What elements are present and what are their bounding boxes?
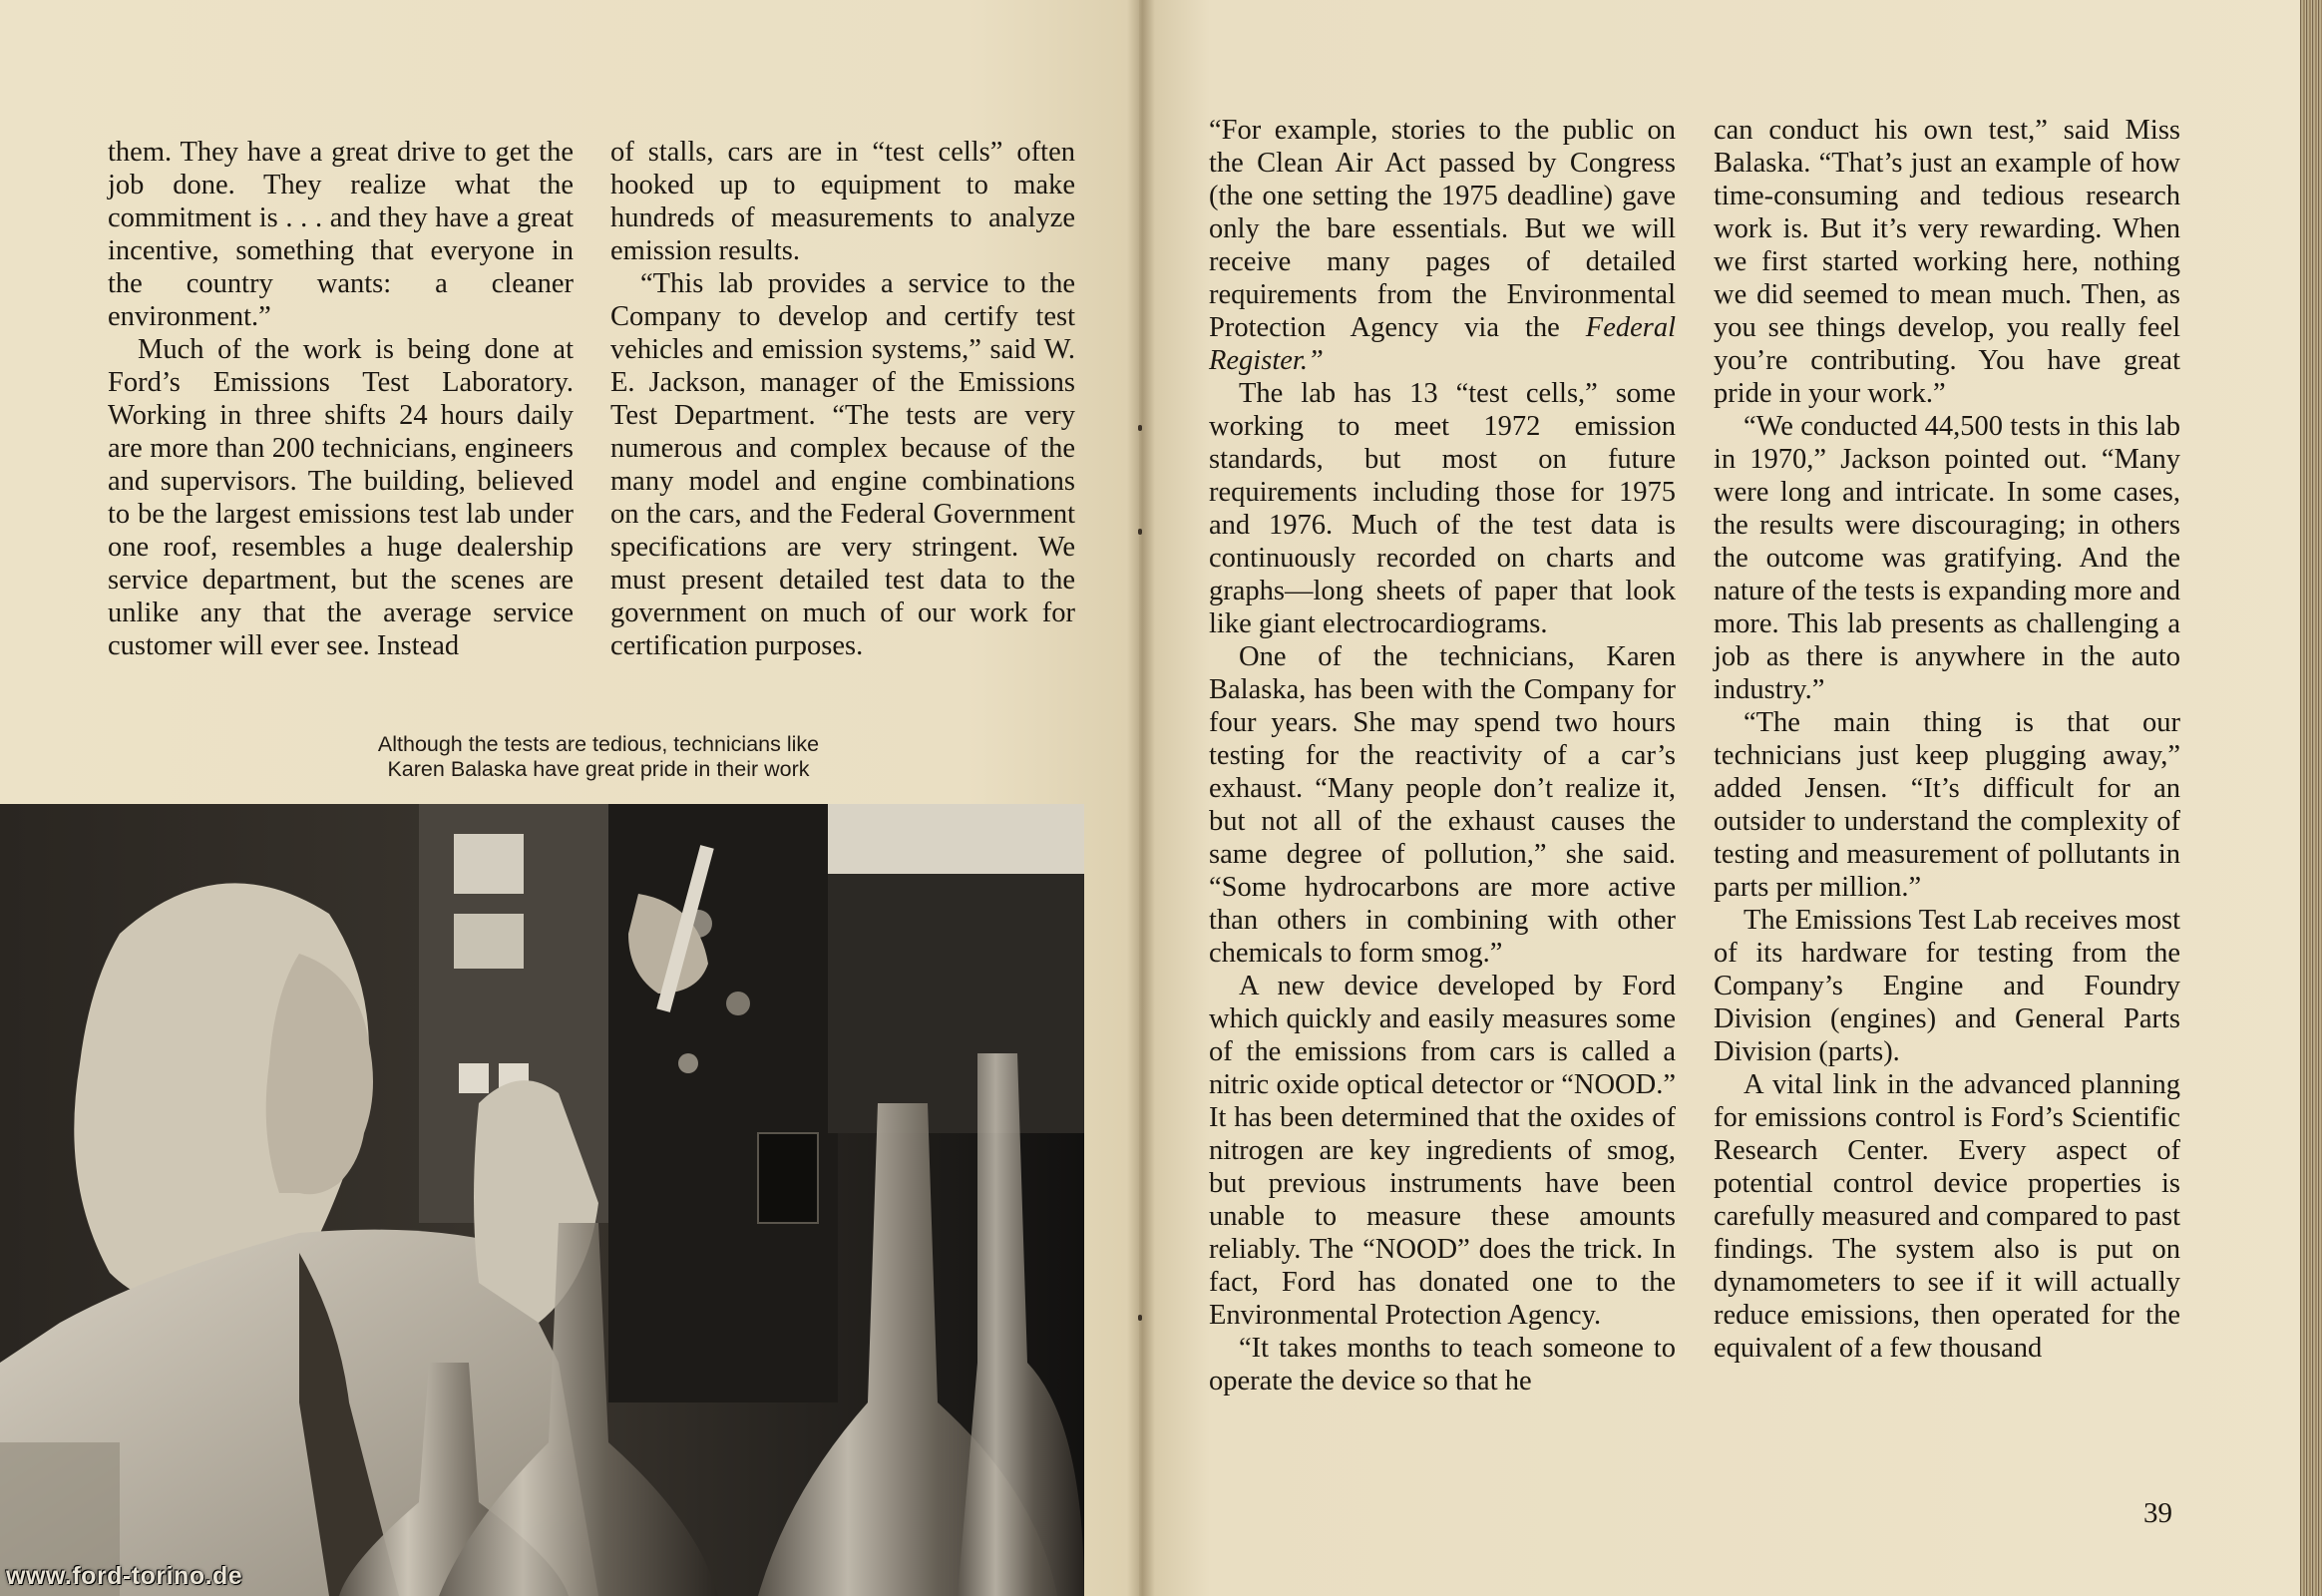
right-column-1: [1209, 114, 1676, 1397]
paragraph: Much of the work is being done at Ford’s Emissions Test Laboratory. Working in three shifts 24 hours daily are more than 200 technicians, engineers and supervisors. The building, believed to be the largest emissions test lab under one roof, resembles a huge dealership service department, but the scenes are unlike any that the average service customer will ever see. Instead: [108, 334, 574, 661]
paragraph: A new device developed by Ford which quickly and easily measures some of the emissions from cars is called a nitric oxide optical detector or “NOOD.” It has been determined that the oxides of nitrogen are key ingredients of smog, but previous instruments have been unable to measure these amounts reliably. The “NOOD” does the trick. In fact, Ford has donated one to the Environmental Protection Agency.: [1209, 971, 1676, 1331]
paragraph: A vital link in the advanced planning for emissions control is Ford’s Scientific Research Center. Every aspect of potential control device properties is carefully measured and compared to past findings. The system also is put on dynamometers to see if it will actually reduce emissions, then operated for the equivalent of a few thousand: [1714, 1069, 2180, 1364]
paragraph: The Emissions Test Lab receives most of its hardware for testing from the Company’s Engine and Foundry Division (engines) and General Parts Division (parts).: [1714, 905, 2180, 1067]
left-column-1: [108, 136, 574, 662]
paragraph-text: “For example, stories to the public on the Clean Air Act passed by Congress (the one setting the 1975 deadline) gave only the bare essentials. But we will receive many pages of detailed requirements from the Environmental Protection Agency via the: [1209, 115, 1676, 343]
paragraph: [1209, 114, 1676, 377]
photo-caption: [299, 732, 898, 782]
binding-mark: [1138, 425, 1142, 431]
paragraph: “It takes months to teach someone to operate the device so that he: [1209, 1333, 1676, 1396]
left-column-2: [610, 136, 1075, 662]
paragraph: can conduct his own test,” said Miss Balaska. “That’s just an example of how time-consuming and tedious research work is. But it’s very rewarding. When we first started working here, nothing we did seemed to mean much. Then, as you see things develop, you really feel you’re contributing. You have great pride in your work.”: [1714, 115, 2180, 409]
book-gutter: [1127, 0, 1155, 1596]
caption-line: Karen Balaska have great pride in their work: [387, 757, 810, 781]
caption-line: Although the tests are tedious, technicians like: [377, 732, 820, 756]
paragraph: “We conducted 44,500 tests in this lab in 1970,” Jackson pointed out. “Many were long and intricate. In some cases, the results were discouraging; in others the outcome was gratifying. And the nature of the tests is expanding more and more. This lab presents as challenging a job as there is anywhere in the auto industry.”: [1714, 411, 2180, 705]
right-column-2: [1714, 114, 2180, 1365]
paragraph: them. They have a great drive to get the job done. They realize what the commitment is . . . and they have a great incentive, something that everyone in the country wants: a cleaner environment.”: [108, 137, 574, 332]
lab-technician-photo: [0, 804, 1084, 1596]
page-number: 39: [2143, 1497, 2172, 1529]
paragraph: One of the technicians, Karen Balaska, has been with the Company for four years. She may spend two hours testing for the reactivity of a car’s exhaust. “Many people don’t realize it, but not all of the exhaust causes the same degree of pollution,” she said. “Some hydrocarbons are more active than others in combining with other chemicals to form smog.”: [1209, 641, 1676, 969]
watermark: www.ford-torino.de: [6, 1562, 243, 1590]
binding-mark: [1138, 1315, 1142, 1321]
page-edge: [2300, 0, 2322, 1596]
paragraph: “This lab provides a service to the Company to develop and certify test vehicles and emission systems,” said W. E. Jackson, manager of the Emissions Test Department. “The tests are very numerous and complex because of the many model and engine combinations on the cars, and the Federal Government specifications are very stringent. We must present detailed test data to the government on much of our work for certification purposes.: [610, 268, 1075, 661]
binding-mark: [1138, 529, 1142, 535]
paragraph: The lab has 13 “test cells,” some working to meet 1972 emission standards, but most on future requirements including those for 1975 and 1976. Much of the test data is continuously recorded on charts and graphs—long sheets of paper that look like giant electrocardiograms.: [1209, 378, 1676, 639]
publication-title: Federal Register.”: [1209, 312, 1676, 376]
paragraph: of stalls, cars are in “test cells” often hooked up to equipment to make hundreds of measurements to analyze emission results.: [610, 137, 1075, 266]
paragraph: “The main thing is that our technicians just keep plugging away,” added Jensen. “It’s difficult for an outsider to understand the complexity of testing and measurement of pollutants in parts per million.”: [1714, 707, 2180, 903]
